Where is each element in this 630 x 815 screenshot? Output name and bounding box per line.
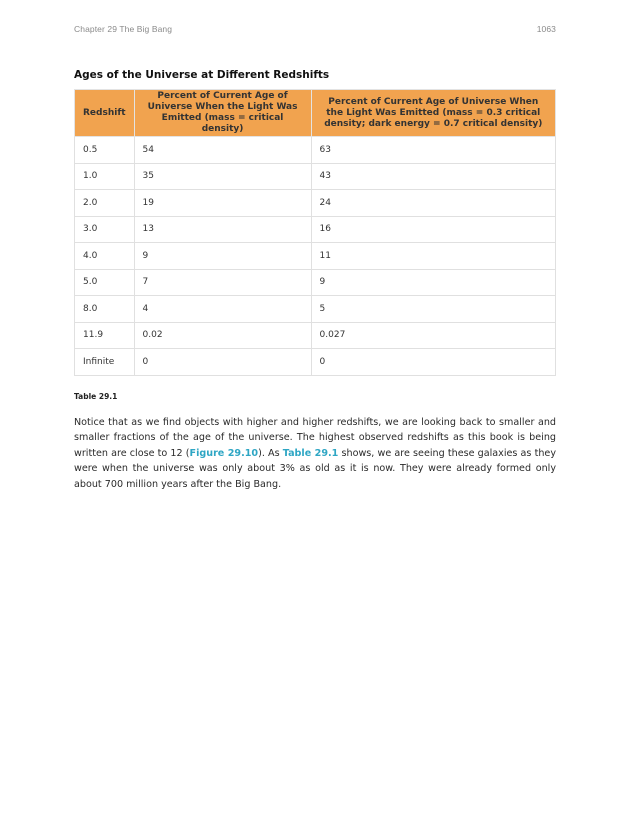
table-row xyxy=(75,216,556,243)
paragraph-text-3: shows, we are seeing these galaxies as they were when the universe was only about 3% as old as it is now. They were already formed only about 700 million years after the Big Bang. xyxy=(74,447,557,490)
table-cell: 0 xyxy=(311,349,555,376)
table-body xyxy=(75,137,556,376)
table-cell: 0.027 xyxy=(311,322,555,349)
table-caption: Table 29.1 xyxy=(74,392,118,401)
table-cell: 16 xyxy=(311,216,555,243)
table-title: Ages of the Universe at Different Redshifts xyxy=(74,69,330,81)
column-header-redshift: Redshift xyxy=(75,90,135,137)
table-cell: 24 xyxy=(311,190,555,217)
page-number: 1063 xyxy=(536,24,556,34)
table-cell: 63 xyxy=(311,137,555,164)
table-header-row xyxy=(75,90,556,137)
table-cell: 0.02 xyxy=(134,322,311,349)
table-row xyxy=(75,243,556,270)
table-cell: 7 xyxy=(134,269,311,296)
table-cell: 5 xyxy=(311,296,555,323)
body-paragraph xyxy=(74,415,556,492)
table-row xyxy=(75,349,556,376)
table-cell: 0.5 xyxy=(75,137,135,164)
table-cell: 2.0 xyxy=(75,190,135,217)
table-cell: 4 xyxy=(134,296,311,323)
table-cell: 54 xyxy=(134,137,311,164)
table-cell: 0 xyxy=(134,349,311,376)
table-cell: 8.0 xyxy=(75,296,135,323)
table-cell: 35 xyxy=(134,163,311,190)
figure-link[interactable]: Figure 29.10 xyxy=(189,447,259,459)
table-cell: 11 xyxy=(311,243,555,270)
column-header-critical-density: Percent of Current Age of Universe When the Light Was Emitted (mass = critical density) xyxy=(134,90,311,137)
table-row xyxy=(75,296,556,323)
chapter-title: Chapter 29 The Big Bang xyxy=(74,24,173,34)
table-cell: 5.0 xyxy=(75,269,135,296)
table-cell: 9 xyxy=(311,269,555,296)
table-row xyxy=(75,137,556,164)
table-row xyxy=(75,163,556,190)
table-row xyxy=(75,322,556,349)
redshift-age-table xyxy=(74,89,556,376)
paragraph-text-1: Notice that as we find objects with higher and higher redshifts, we are looking back to smaller and smaller fractions of the age of the universe. The highest observed redshifts as this book is being written are close to 12 ( xyxy=(74,417,556,459)
table-cell: Infinite xyxy=(75,349,135,376)
table-cell: 3.0 xyxy=(75,216,135,243)
column-header-dark-energy: Percent of Current Age of Universe When the Light Was Emitted (mass = 0.3 critical density; dark energy = 0.7 critical density) xyxy=(311,90,555,137)
paragraph-text-2: ). As xyxy=(258,447,283,459)
table-link[interactable]: Table 29.1 xyxy=(282,447,339,459)
table-row xyxy=(75,190,556,217)
table-cell: 9 xyxy=(134,243,311,270)
table-cell: 43 xyxy=(311,163,555,190)
table-cell: 19 xyxy=(134,190,311,217)
table-cell: 11.9 xyxy=(75,322,135,349)
table-row xyxy=(75,269,556,296)
table-cell: 1.0 xyxy=(75,163,135,190)
table-cell: 13 xyxy=(134,216,311,243)
table-cell: 4.0 xyxy=(75,243,135,270)
running-header xyxy=(74,24,556,34)
